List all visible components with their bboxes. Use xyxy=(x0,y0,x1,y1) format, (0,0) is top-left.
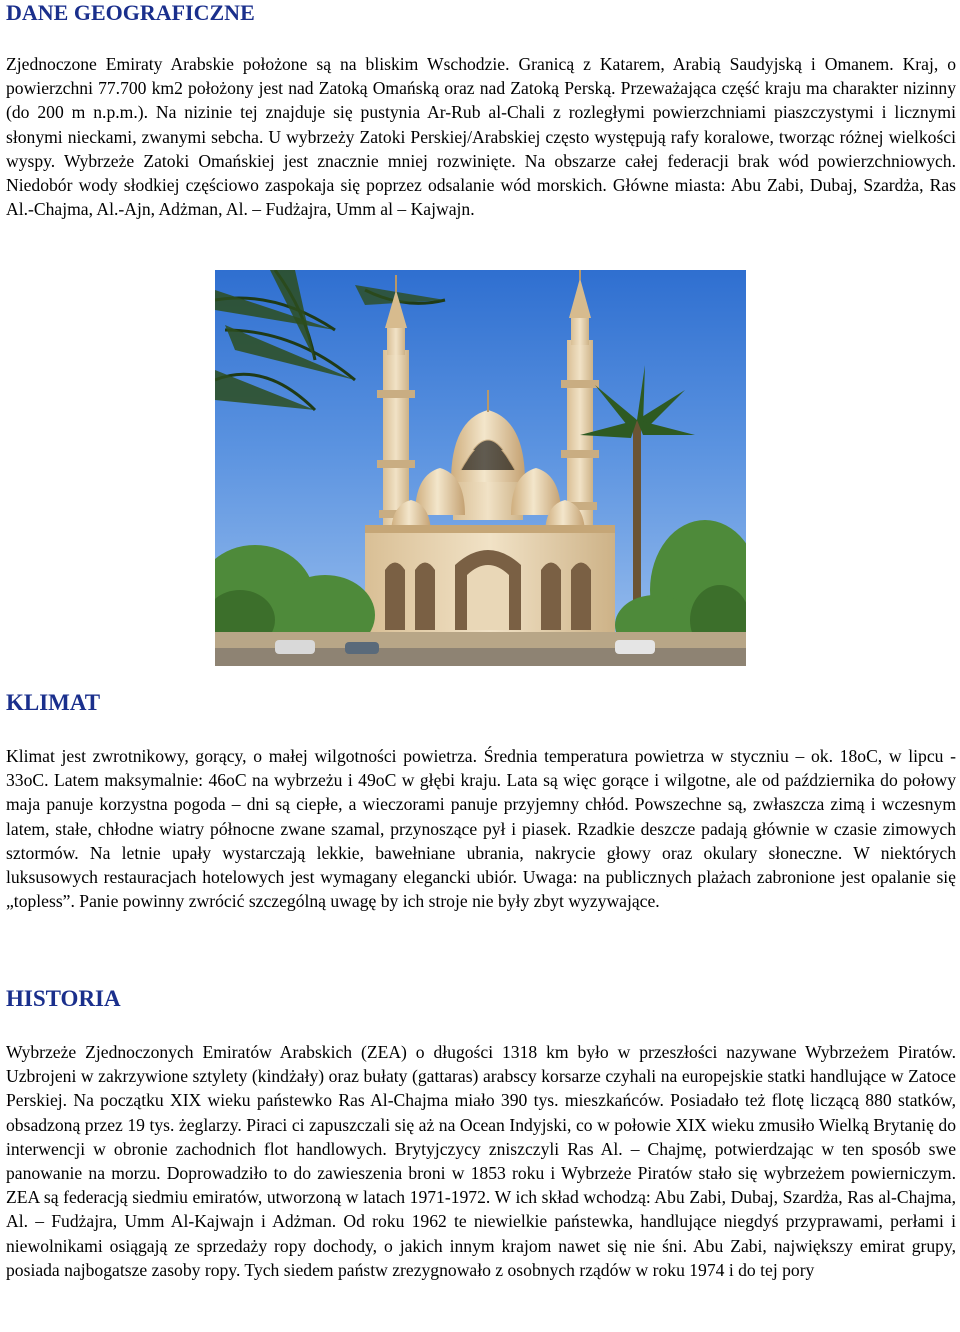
mosque-facade-icon xyxy=(365,525,615,635)
history-paragraph: Wybrzeże Zjednoczonych Emiratów Arabskich (ZEA) o długości 1318 km było w przeszłości nazywane Wybrzeżem Piratów. Uzbrojeni w zakrzywione sztylety (kindżały) oraz bułaty (gattaras) arabscy korsarze czyhali na europejskie statki handlujące w Zatoce Perskiej. Na początku XIX wieku państewko Ras Al-Chajma miało 390 tys. mieszkańców. Posiadało też flotę liczącą 880 statków, obsadzoną przez 19 tys. żeglarzy. Piraci ci zapuszczali się aż na Ocean Indyjski, co w połowie XIX wieku zmusiło Wielką Brytanię do interwencji w obronie zachodnich flot handlowych. Brytyjczycy zniszczyli Ras Al. – Chajmę, potwierdzając w ten sposób swe panowanie na morzu. Doprowadziło to do zawieszenia broni w 1853 roku i Wybrzeże Piratów stało się wybrzeżem powierniczym. ZEA są federacją siedmiu emiratów, utworzoną w latach 1971-1972. W ich skład wchodzą: Abu Zabi, Dubaj, Szardża, Ras al-Chajma, Al. – Fudżajra, Umm Al-Kajwajn i Adżman. Od roku 1962 te niewielkie państewka, handlujące niegdyś przyprawami, perłami i niewolnikami osiągają ze sprzedaży ropy dochody, o jakich innym krajom nawet się nie śni. Abu Zabi, największy emirat grupy, posiada najbogatsze zasoby ropy. Tych siedem państw zrezygnowało z osobnych rządów w roku 1974 i do tej pory xyxy=(6,1042,956,1280)
section-title-history: HISTORIA xyxy=(6,986,121,1011)
section-title-geography: DANE GEOGRAFICZNE xyxy=(6,0,255,25)
climate-paragraph: Klimat jest zwrotnikowy, gorący, o małej wilgotności powietrza. Średnia temperatura powietrza w styczniu – ok. 18oC, w lipcu - 33oC. Latem maksymalnie: 46oC na wybrzeżu i 49oC w głębi kraju. Lata są więc gorące i wilgotne, ale od października do połowy maja panuje korzystna pogoda – dni są ciepłe, a wieczorami panuje przyjemny chłód. Powszechne są, zwłaszcza zimą i wczesnym latem, stałe, chłodne wiatry północne zwane szamal, przynoszące pył i piasek. Rzadkie deszcze padają głównie w czasie zimowych sztormów. Na letnie upały wystarczają lekkie, bawełniane ubrania, nakrycie głowy oraz okulary słoneczne. W niektórych luksusowych restauracjach hotelowych jest wymagany elegancki ubiór. Uwaga: na publicznych plażach zabronione jest opalanie się „topless”. Panie powinny zwrócić szczególną uwagę by ich stroje nie były zbyt wyzywające. xyxy=(6,746,956,912)
section-title-climate: KLIMAT xyxy=(6,690,101,715)
geography-paragraph: Zjednoczone Emiraty Arabskie położone są na bliskim Wschodzie. Granicą z Katarem, Arabią Saudyjską i Omanem. Kraj, o powierzchni 77.700 km2 położony jest nad Zatoką Omańską oraz nad Zatoką Perską. Przeważająca część kraju ma charakter nizinny (do 200 m n.p.m.). Na nizinie tej znajduje się pustynia Ar-Rub al-Chali z rozległymi powierzchniami piaszczystymi i licznymi słonymi nieckami, zwanymi sebcha. U wybrzeży Zatoki Perskiej/Arabskiej często występują rafy koralowe, tworząc różnej wielkości wyspy. Wybrzeże Zatoki Omańskiej jest znacznie mniej rozwinięte. Na obszarze całej federacji brak wód powierzchniowych. Niedobór wody słodkiej częściowo zaspokaja się poprzez odsalanie wód morskich. Główne miasta: Abu Zabi, Dubaj, Szardża, Ras Al.-Chajma, Al.-Ajn, Adżman, Al. – Fudżajra, Umm al – Kajwajn. xyxy=(6,54,956,220)
mosque-photo-icon xyxy=(215,270,746,666)
